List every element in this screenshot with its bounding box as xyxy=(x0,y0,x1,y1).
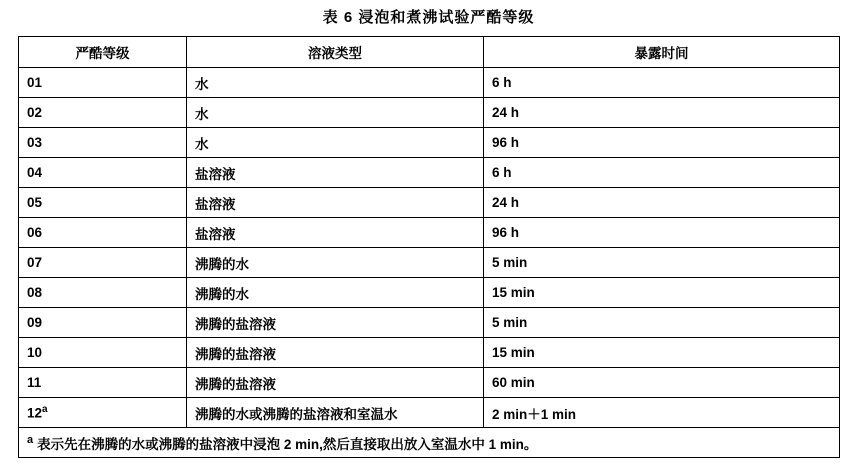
cell-exposure-time: 96 h xyxy=(484,128,840,158)
cell-severity-level-value: 12 xyxy=(27,405,43,421)
table-title: 表 6 浸泡和煮沸试验严酷等级 xyxy=(322,9,535,26)
cell-severity-level: 04 xyxy=(19,158,187,188)
cell-exposure-time: 6 h xyxy=(484,158,840,188)
column-header-solution-type: 溶液类型 xyxy=(187,37,484,68)
table-footnote-row xyxy=(19,428,840,458)
table-header xyxy=(19,37,840,68)
cell-severity-level: 03 xyxy=(19,128,187,158)
cell-exposure-time: 15 min xyxy=(484,338,840,368)
table-row xyxy=(19,68,840,98)
cell-solution-type: 沸腾的水 xyxy=(187,278,484,308)
cell-solution-type: 水 xyxy=(187,68,484,98)
table-row xyxy=(19,308,840,338)
table-row xyxy=(19,338,840,368)
cell-solution-type: 盐溶液 xyxy=(187,218,484,248)
column-header-severity-level: 严酷等级 xyxy=(19,37,187,68)
cell-solution-type: 盐溶液 xyxy=(187,158,484,188)
table-row xyxy=(19,278,840,308)
table-row xyxy=(19,248,840,278)
cell-severity-level: 05 xyxy=(19,188,187,218)
cell-severity-level: 06 xyxy=(19,218,187,248)
cell-exposure-time: 2 min＋1 min xyxy=(484,398,840,428)
cell-exposure-time: 5 min xyxy=(484,248,840,278)
cell-solution-type: 水 xyxy=(187,128,484,158)
footnote-marker: a xyxy=(27,434,34,446)
table-row xyxy=(19,398,840,428)
footnote-text: 表示先在沸腾的水或沸腾的盐溶液中浸泡 2 min,然后直接取出放入室温水中 1 min。 xyxy=(37,436,538,452)
severity-table xyxy=(18,36,840,458)
cell-solution-type: 沸腾的盐溶液 xyxy=(187,368,484,398)
cell-exposure-time: 6 h xyxy=(484,68,840,98)
table-header-row xyxy=(19,37,840,68)
table-row xyxy=(19,128,840,158)
table-footnote xyxy=(19,428,840,458)
cell-severity-level: 08 xyxy=(19,278,187,308)
footnote-ref-marker: a xyxy=(42,404,48,416)
cell-severity-level: 02 xyxy=(19,98,187,128)
cell-severity-level: 07 xyxy=(19,248,187,278)
cell-solution-type: 水 xyxy=(187,98,484,128)
cell-solution-type: 盐溶液 xyxy=(187,188,484,218)
cell-exposure-time: 5 min xyxy=(484,308,840,338)
cell-severity-level: 10 xyxy=(19,338,187,368)
table-row xyxy=(19,98,840,128)
table-row xyxy=(19,218,840,248)
cell-severity-level: 11 xyxy=(19,368,187,398)
cell-exposure-time: 96 h xyxy=(484,218,840,248)
table-body xyxy=(19,68,840,458)
cell-exposure-time: 60 min xyxy=(484,368,840,398)
cell-solution-type: 沸腾的盐溶液 xyxy=(187,308,484,338)
cell-severity-level: 01 xyxy=(19,68,187,98)
column-header-exposure-time: 暴露时间 xyxy=(484,37,840,68)
table-container xyxy=(18,36,839,458)
cell-exposure-time: 24 h xyxy=(484,98,840,128)
cell-solution-type: 沸腾的盐溶液 xyxy=(187,338,484,368)
cell-severity-level xyxy=(19,398,187,428)
table-row xyxy=(19,368,840,398)
cell-exposure-time: 24 h xyxy=(484,188,840,218)
table-row xyxy=(19,158,840,188)
table-row xyxy=(19,188,840,218)
cell-solution-type: 沸腾的水或沸腾的盐溶液和室温水 xyxy=(187,398,484,428)
cell-exposure-time: 15 min xyxy=(484,278,840,308)
cell-severity-level: 09 xyxy=(19,308,187,338)
cell-solution-type: 沸腾的水 xyxy=(187,248,484,278)
